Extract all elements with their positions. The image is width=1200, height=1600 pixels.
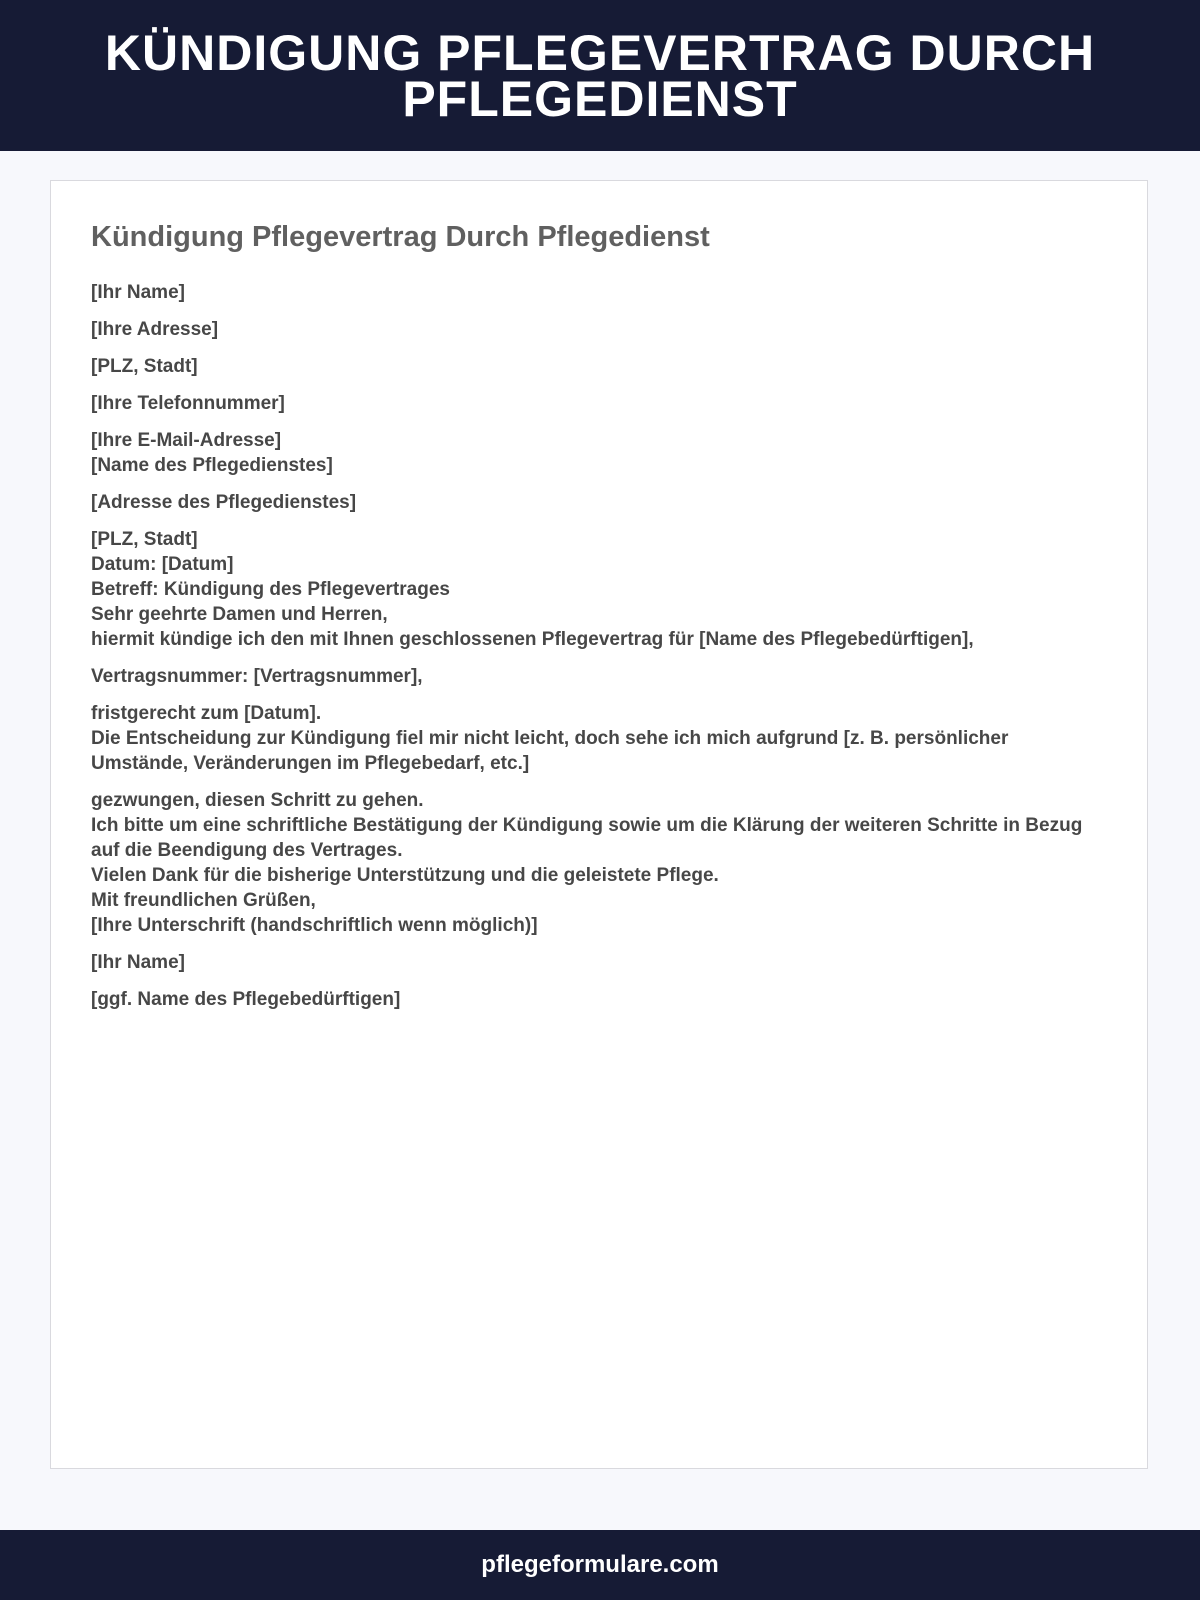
page-header xyxy=(0,0,1200,151)
page-footer xyxy=(0,1530,1200,1600)
closing-paragraph: gezwungen, diesen Schritt zu gehen. Ich bitte um eine schriftliche Bestätigung der Kündigung sowie um die Klärung der weiteren Schritte in Bezug auf die Beendigung des Vertrages. Vielen Dank für die bisherige Unterstützung und die geleistete Pflege. Mit freundlichen Grüßen, [Ihre Unterschrift (handschriftlich wenn möglich)] xyxy=(91,790,1083,936)
letter-intro: [PLZ, Stadt] Datum: [Datum] Betreff: Kündigung des Pflegevertrages Sehr geehrte Damen und Herren, hiermit kündige ich den mit Ihnen geschlossenen Pflegevertrag für [Name des Pflegebedürftigen], xyxy=(91,529,974,650)
termination-reason: fristgerecht zum [Datum]. Die Entscheidung zur Kündigung fiel mir nicht leicht, doch sehe ich mich aufgrund [z. B. persönlicher Umstände, Veränderungen im Pflegebedarf, etc.] xyxy=(91,703,1009,774)
page-title: KÜNDIGUNG PFLEGEVERTRAG DURCH PFLEGEDIENST xyxy=(104,24,1096,127)
recipient-address: [Adresse des Pflegedienstes] xyxy=(91,492,357,513)
signature-name: [Ihr Name] xyxy=(91,952,185,973)
sender-email-recipient-name: [Ihre E-Mail-Adresse] [Name des Pflegedienstes] xyxy=(91,430,333,476)
care-recipient-name: [ggf. Name des Pflegebedürftigen] xyxy=(91,989,401,1010)
sender-city: [PLZ, Stadt] xyxy=(91,356,198,377)
letter-card xyxy=(50,180,1148,1469)
letter-body xyxy=(91,280,1101,1012)
contract-number: Vertragsnummer: [Vertragsnummer], xyxy=(91,666,423,687)
sender-address: [Ihre Adresse] xyxy=(91,319,219,340)
sender-phone: [Ihre Telefonnummer] xyxy=(91,393,285,414)
footer-site-name: pflegeformulare.com xyxy=(481,1551,719,1578)
document-title: Kündigung Pflegevertrag Durch Pflegedienst xyxy=(91,221,710,253)
sender-name: [Ihr Name] xyxy=(91,282,185,303)
